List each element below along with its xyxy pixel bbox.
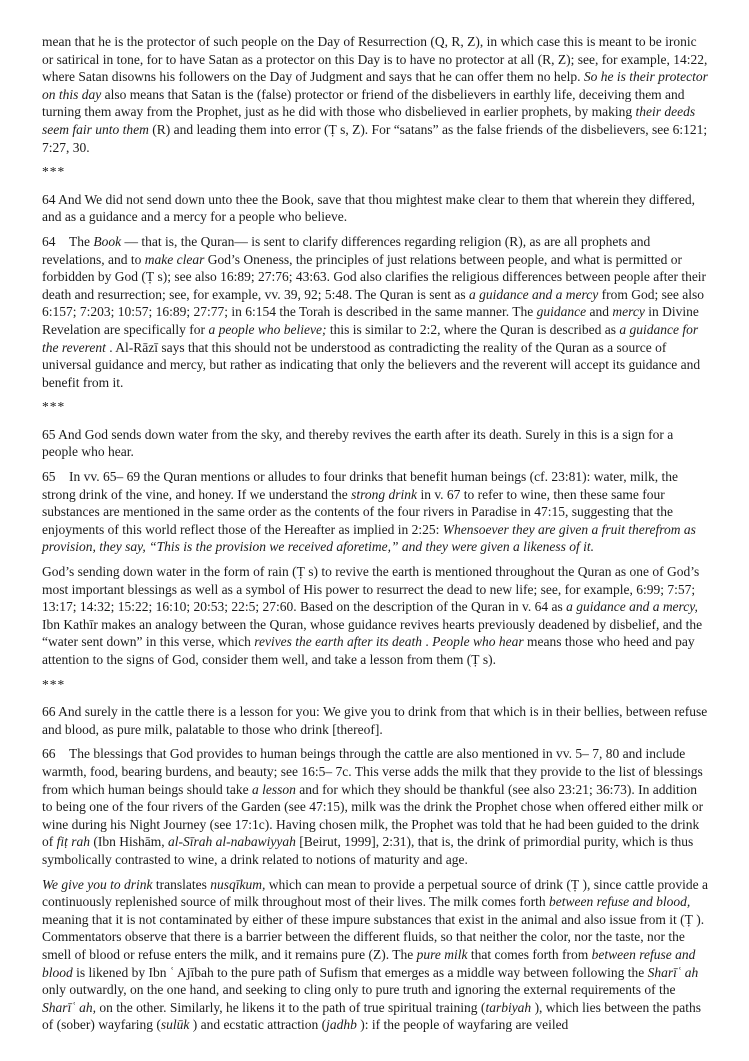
italic-text-run: a lesson <box>251 781 296 797</box>
italic-text-run: their deeds seem fair unto them <box>42 104 696 137</box>
text-run: that comes forth from <box>467 946 592 962</box>
italic-text-run: Sharīʿ ah, <box>42 999 96 1015</box>
italic-text-run: a guidance and a mercy, <box>566 599 698 615</box>
verse-65 <box>42 426 709 461</box>
text-run: 66 The blessings that God provides to human beings through the cattle are also mentioned in vv. 5– 7, 80 and include warmth, food, bearing burdens, and beauty; see 16:5– 7c. This verse adds the milk that they provide to the list of blessings from which human beings should take <box>42 746 703 797</box>
text-run: 65 And God sends down water from the sky, and thereby revives the earth after its death. Surely in this is a sign for a people who hear. <box>42 426 674 460</box>
document-content <box>42 33 709 1034</box>
verse-64 <box>42 191 709 226</box>
text-run: from God; see also 6:157; 7:203; 10:57; 16:89; 27:77; in 6:154 the Torah is described in the same manner. The <box>42 286 704 320</box>
text-run: God’s Oneness, the principles of just relations between people, and what is permitted or forbidden by God (Ṭ s); see also 16:89; 27:76; 43:63. God also clarifies the religious differences between people after their death and resurrection; see, for example, vv. 39, 92; 5:48. The Quran is sent as <box>42 251 707 302</box>
text-run: on the other. Similarly, he likens it to the path of true spiritual training ( <box>96 999 486 1015</box>
text-run: [Beirut, 1999], 2:31), that is, the drink of primordial purity, which is thus symbolically contrasted to wine, a drink related to notions of maturity and age. <box>42 834 694 867</box>
text-run: 64 And We did not send down unto thee the Book, save that thou mightest make clear to them that wherein they differed, and as a guidance and a mercy for a people who believe. <box>42 191 696 225</box>
commentary-65 <box>42 468 709 556</box>
italic-text-run: al-Sīrah al-nabawiyyah <box>168 834 296 850</box>
text-run: (Ibn Hishām, <box>90 834 169 850</box>
text-run: this is similar to 2:2, where the Quran is described as <box>326 321 620 337</box>
text-run: 64 The <box>42 233 94 249</box>
text-run: means those who heed and pay attention to the signs of God, consider them well, and take a lesson from them (Ṭ s). <box>42 634 695 667</box>
text-run: and <box>586 304 613 320</box>
text-run: (R) and leading them into error (Ṭ s, Z). For “satans” as the false friends of the disbelievers, see 6:121; 7:27, 30. <box>42 121 708 155</box>
italic-text-run: Sharīʿ ah <box>647 964 699 980</box>
italic-text-run: So he is their protector on this day <box>42 69 708 102</box>
commentary-65-water-paragraph <box>42 563 709 669</box>
text-run: and for which they should be thankful (see also 23:21; 36:73). In addition to being one of the four rivers of the Garden (see 47:15), milk was the drink the Prophet chose when offered either milk or wine during his Night Journey (see 17:1c). Having chosen milk, the Prophet was told that he had been guided to the drink of <box>42 781 704 850</box>
commentary-63-continuation <box>42 33 709 156</box>
section-separator: *** <box>42 399 66 415</box>
text-run: only outwardly, on the one hand, and seeking to cling only to pure truth and ignoring the external requirements of the <box>42 982 676 998</box>
italic-text-run: tarbiyah <box>485 999 532 1015</box>
commentary-66-milk-paragraph <box>42 876 709 1034</box>
text-run: ) and ecstatic attraction ( <box>189 1017 327 1033</box>
text-run: God’s sending down water in the form of rain (Ṭ s) to revive the earth is mentioned throughout the Quran as one of God’s most important blessings as well as a symbol of His power to resurrect the dead to new life; see, for example, 6:99; 7:57; 13:17; 14:32; 15:22; 16:10; 20:53; 22:5; 27:60. Based on the description of the Quran in v. 64 as <box>42 564 700 615</box>
italic-text-run: revives the earth after its death <box>254 634 423 650</box>
italic-text-run: jadhb <box>326 1017 357 1033</box>
text-run: in v. 67 to refer to wine, then these same four substances are mentioned in the same order as the contents of the four rivers in Paradise in 47:15, suggesting that the enjoyments of this world reflect those of the Hereafter as implied in 2:25: <box>42 486 673 537</box>
text-run: — that is, the Quran— is sent to clarify differences regarding religion (R), as are all prophets and revelations, and to <box>42 233 651 267</box>
text-run: ): if the people of wayfaring are veiled <box>356 1017 569 1033</box>
italic-text-run: guidance <box>536 304 587 320</box>
verse-66 <box>42 703 709 738</box>
text-run: ), which lies between the paths of (sober) wayfaring ( <box>42 999 702 1033</box>
commentary-66 <box>42 745 709 868</box>
italic-text-run: sulūk <box>160 1017 190 1033</box>
text-run: is likened by Ibn ʿ Ajībah to the pure path of Sufism that emerges as a middle way between following the <box>72 964 648 980</box>
text-run: 66 And surely in the cattle there is a lesson for you: We give you to drink from that which is in their bellies, between refuse and blood, as pure milk, palatable to those who drink [thereof]. <box>42 704 708 737</box>
section-separator: *** <box>42 164 66 180</box>
text-run: also means that Satan is the (false) protector or friend of the disbelievers in earthly life, deceiving them and turning them away from the Prophet, just as he did with those who disbelieved in earlier prophets, by making <box>42 86 685 120</box>
italic-text-run: fiṭ rah <box>56 834 91 850</box>
italic-text-run: nusqīkum, <box>210 876 266 892</box>
italic-text-run: We give you to drink <box>42 876 153 892</box>
italic-text-run: Whensoever they are given a fruit therefrom as provision, they say, “This is the provision we received aforetime,” and they were given a likeness of it. <box>42 521 696 555</box>
text-run: in Divine Revelation are specifically for <box>42 304 699 337</box>
italic-text-run: a guidance for the reverent <box>42 321 699 355</box>
text-run: . <box>422 634 433 650</box>
italic-text-run: make clear <box>144 251 205 267</box>
italic-text-run: Book <box>93 233 122 249</box>
text-run: mean that he is the protector of such people on the Day of Resurrection (Q, R, Z), in which case this is meant to be ironic or satirical in tone, for to have Satan as a protector on this Day is to have no protector at all (R, Z); see, for example, 14:22, where Satan disowns his followers on the Day of Judgment and says that he can offer them no help. <box>42 34 708 85</box>
italic-text-run: strong drink <box>351 486 418 502</box>
text-run: Ibn Kathīr makes an analogy between the Quran, whose guidance revives hearts previously deadened by disbelief, and the “water sent down” in this verse, which <box>42 616 703 650</box>
italic-text-run: People who hear <box>432 634 524 650</box>
italic-text-run: pure milk <box>416 946 468 962</box>
italic-text-run: a guidance and a mercy <box>469 286 599 302</box>
text-run: which can mean to provide a perpetual source of drink (Ṭ ), since cattle provide a continuously replenished source of milk throughout most of their lives. The milk comes forth <box>42 876 709 910</box>
text-run: translates <box>152 876 211 892</box>
text-run: . Al-Rāzī says that this should not be understood as contradicting the reality of the Quran as a source of universal guidance and mercy, but rather as indicating that only the believers and the reverent will accept its guidance and benefit from it. <box>42 339 701 390</box>
text-run: meaning that it is not contaminated by either of these impure substances that exist in the animal and also issue from it (Ṭ ). Commentators observe that there is a barrier between the different fluids, so that neither the color, nor the taste, nor the smell of blood or refuse enters the milk, and it remains pure (Z). The <box>42 911 705 962</box>
italic-text-run: a people who believe; <box>208 321 327 337</box>
commentary-64 <box>42 233 709 391</box>
italic-text-run: between refuse and blood, <box>549 894 691 910</box>
section-separator: *** <box>42 676 66 692</box>
text-run: 65 In vv. 65– 69 the Quran mentions or alludes to four drinks that benefit human beings (cf. 23:81): water, milk, the strong drink of the vine, and honey. If we understand the <box>42 469 678 502</box>
italic-text-run: mercy <box>612 304 645 320</box>
italic-text-run: between refuse and blood <box>42 946 696 980</box>
